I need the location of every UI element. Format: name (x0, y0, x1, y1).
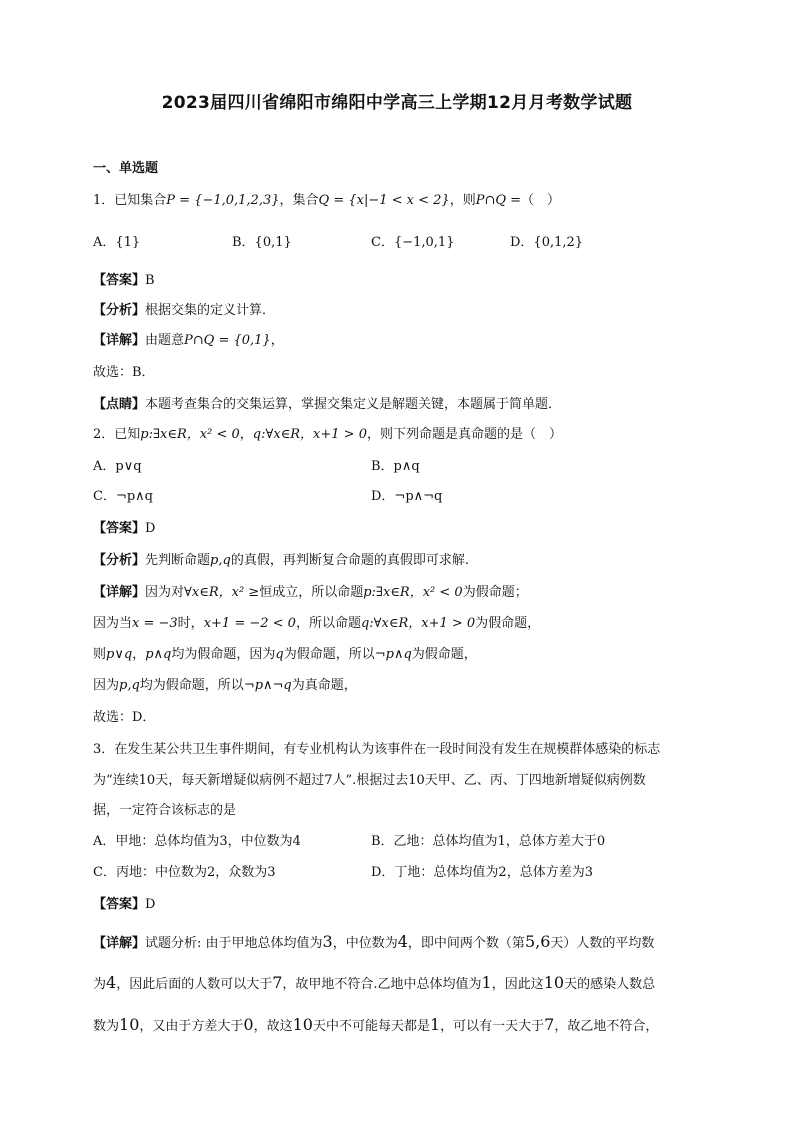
page-title: 2023届四川省绵阳市绵阳中学高三上学期12月月考数学试题 (161, 93, 633, 113)
q1-detail-a: 由题意 (145, 333, 185, 348)
section-heading: 一、单选题 (93, 161, 159, 176)
q1-stem-c: ，则 (449, 193, 476, 208)
q3-detail-line-2 (93, 974, 655, 994)
q1-option-a: A．{1} (93, 235, 141, 250)
analysis-tag: 【分析】 (93, 553, 146, 568)
q1-option-d: D．{0,1,2} (510, 235, 584, 250)
q3-stem-line-3: 据，一定符合该标志的是 (93, 803, 237, 818)
q3-detail-line-3 (93, 1016, 658, 1036)
q1-detail-b: ， (270, 333, 284, 348)
q3-e2-c: ，故甲地不符合.乙地中总体均值为 (282, 977, 482, 992)
q3-option-c: C．丙地：中位数为2，众数为3 (93, 865, 276, 880)
q3-e1-num-3: 5,6 (524, 932, 551, 951)
q3-e2-d: ，因此这 (491, 977, 544, 992)
q3-e3-num-5: 7 (544, 1015, 555, 1034)
answer-tag: 【答案】 (93, 521, 146, 536)
q1-option-b: B．{0,1} (232, 235, 292, 250)
q1-stem-b: ，集合 (279, 193, 319, 208)
q2-d2-c: ，所以命题 (295, 616, 361, 631)
q2-d1-math-2: p:∃x∈R，x² < 0 (363, 585, 463, 600)
q3-e2-b: ，因此后面的人数可以大于 (116, 977, 273, 992)
q2-d3-math-1: p∨q (106, 647, 133, 662)
q3-stem-line-2: 为“连续10天，每天新增疑似病例不超过7人”.根据过去10天甲、乙、丙、丁四地新增疑似病例数 (93, 773, 646, 788)
q2-detail-line-1 (93, 584, 528, 602)
q2-d3-e: 为假命题， (411, 647, 477, 662)
q3-e3-b: ，又由于方差大于 (139, 1019, 244, 1034)
answer-tag: 【答案】 (93, 897, 146, 912)
q2-d3-d: 为假命题，所以 (283, 647, 375, 662)
q2-d3-math-2: p∧q (145, 647, 172, 662)
q1-answer (93, 272, 155, 290)
q3-e3-num-4: 1 (429, 1015, 441, 1034)
q3-e3-e: ，可以有一天大于 (440, 1019, 545, 1034)
q2-d4-math-1: p,q (119, 678, 140, 693)
q1-choose: 故选：B． (93, 365, 155, 380)
q2-d2-math-3: q:∀x∈R，x+1 > 0 (360, 616, 476, 631)
q2-analysis-a: 先判断命题 (145, 553, 211, 568)
q2-d1-a: 因为对 (145, 585, 185, 600)
q1-set-p: P = {−1,0,1,2,3} (166, 193, 280, 208)
q3-e2-num-4: 10 (543, 973, 565, 992)
q1-comment-text: 本题考查集合的交集运算，掌握交集定义是解题关键，本题属于简单题． (145, 397, 562, 412)
q3-e3-a: 数为 (93, 1019, 120, 1034)
q2-d3-a: 则 (93, 647, 107, 662)
q2-choose: 故选：D． (93, 710, 156, 725)
q2-sep: ， (239, 427, 253, 442)
q2-stem-b: ，则下列命题是真命题的是（ ） (366, 427, 562, 442)
q1-stem (93, 192, 560, 210)
detail-tag: 【详解】 (93, 936, 146, 951)
q2-d3-math-4: ¬p∧q (374, 647, 412, 662)
q3-option-a: A．甲地：总体均值为3，中位数为4 (93, 834, 301, 849)
q3-detail-line-1 (93, 933, 654, 953)
q3-e2-num-1: 4 (106, 973, 117, 992)
q2-p-def: p:∃x∈R，x² < 0 (140, 427, 240, 442)
q1-detail-expr: P∩Q = {0,1} (184, 333, 271, 348)
q3-e1-num-2: 4 (397, 932, 408, 951)
q2-detail-line-3 (93, 646, 477, 664)
q2-option-d: D．¬p∧¬q (371, 489, 443, 504)
q2-d2-math-2: x+1 = −2 < 0 (203, 616, 296, 631)
q2-d2-d: 为假命题， (475, 616, 541, 631)
q3-answer-value: D (145, 897, 156, 912)
q3-e3-num-2: 0 (243, 1015, 254, 1034)
q1-detail (93, 332, 284, 350)
q2-option-b: B．p∧q (371, 459, 420, 474)
q1-set-q: Q = {x|−1 < x < 2} (318, 193, 450, 208)
q1-stem-d: （ ） (521, 193, 561, 208)
detail-tag: 【详解】 (93, 585, 146, 600)
q3-e3-num-3: 10 (292, 1015, 313, 1034)
q3-e3-d: 天中不可能每天都是 (312, 1019, 430, 1034)
q3-e3-num-1: 10 (119, 1015, 140, 1034)
q3-e3-c: ，故这 (253, 1019, 293, 1034)
q2-option-a: A．p∨q (93, 459, 142, 474)
q2-stem (93, 426, 562, 444)
q3-option-b: B．乙地：总体均值为1，总体方差大于0 (371, 834, 606, 849)
q3-e1-a: 试题分析: 由于甲地总体均值为 (145, 936, 323, 951)
q3-option-d: D．丁地：总体均值为2，总体方差为3 (371, 865, 593, 880)
answer-tag: 【答案】 (93, 273, 146, 288)
q2-q-def: q:∀x∈R，x+1 > 0 (252, 427, 367, 442)
q2-d4-b: 均为假命题，所以 (139, 678, 244, 693)
q3-e2-a: 为 (93, 977, 107, 992)
q2-d3-math-3: q (275, 647, 284, 662)
analysis-tag: 【分析】 (93, 303, 146, 318)
q2-detail-line-2 (93, 615, 540, 633)
q2-d2-math-1: x = −3 (132, 616, 178, 631)
q3-stem-line-1: 3．在发生某公共卫生事件期间，有专业机构认为该事件在一段时间没有发生在规模群体感染的标志 (93, 742, 661, 757)
q2-d4-math-2: ¬p∧¬q (243, 678, 292, 693)
q1-expr: P∩Q = (475, 193, 522, 208)
q2-d3-b: ， (132, 647, 146, 662)
q3-e1-d: 天）人数的平均数 (550, 936, 655, 951)
q2-answer-value: D (145, 521, 156, 536)
q1-analysis-text: 根据交集的定义计算． (145, 303, 276, 318)
q2-analysis (93, 552, 469, 570)
q2-d1-b: 恒成立，所以命题 (259, 585, 364, 600)
q1-comment (93, 396, 561, 414)
detail-tag: 【详解】 (93, 333, 146, 348)
q2-analysis-b: 的真假，再判断复合命题的真假即可求解. (230, 553, 469, 568)
q3-answer (93, 896, 155, 914)
q3-e3-f: ，故乙地不符合， (554, 1019, 659, 1034)
q2-d1-math-1: ∀x∈R，x² ≥ (184, 585, 260, 600)
q1-answer-value: B (145, 273, 155, 288)
q3-e1-b: ，中位数为 (332, 936, 398, 951)
q2-d4-a: 因为 (93, 678, 120, 693)
q2-d2-b: 时， (177, 616, 204, 631)
q2-analysis-pq: p,q (210, 553, 231, 568)
q3-e2-num-3: 1 (481, 973, 492, 992)
q1-option-c: C．{−1,0,1} (371, 235, 455, 250)
q1-stem-a: 1．已知集合 (93, 193, 167, 208)
q2-answer (93, 520, 155, 538)
q2-d4-c: 为真命题， (291, 678, 357, 693)
q3-e2-num-2: 7 (272, 973, 283, 992)
q2-option-c: C．¬p∧q (93, 489, 153, 504)
comment-tag: 【点睛】 (93, 397, 146, 412)
q2-d1-c: 为假命题； (462, 585, 528, 600)
q3-e1-num-1: 3 (322, 932, 333, 951)
q1-analysis (93, 302, 275, 320)
q2-d3-c: 均为假命题，因为 (171, 647, 276, 662)
q3-e1-c: ，即中间两个数（第 (407, 936, 525, 951)
q2-d2-a: 因为当 (93, 616, 133, 631)
q2-detail-line-4 (93, 677, 357, 695)
q3-e2-e: 天的感染人数总 (564, 977, 656, 992)
q2-stem-a: 2．已知 (93, 427, 141, 442)
